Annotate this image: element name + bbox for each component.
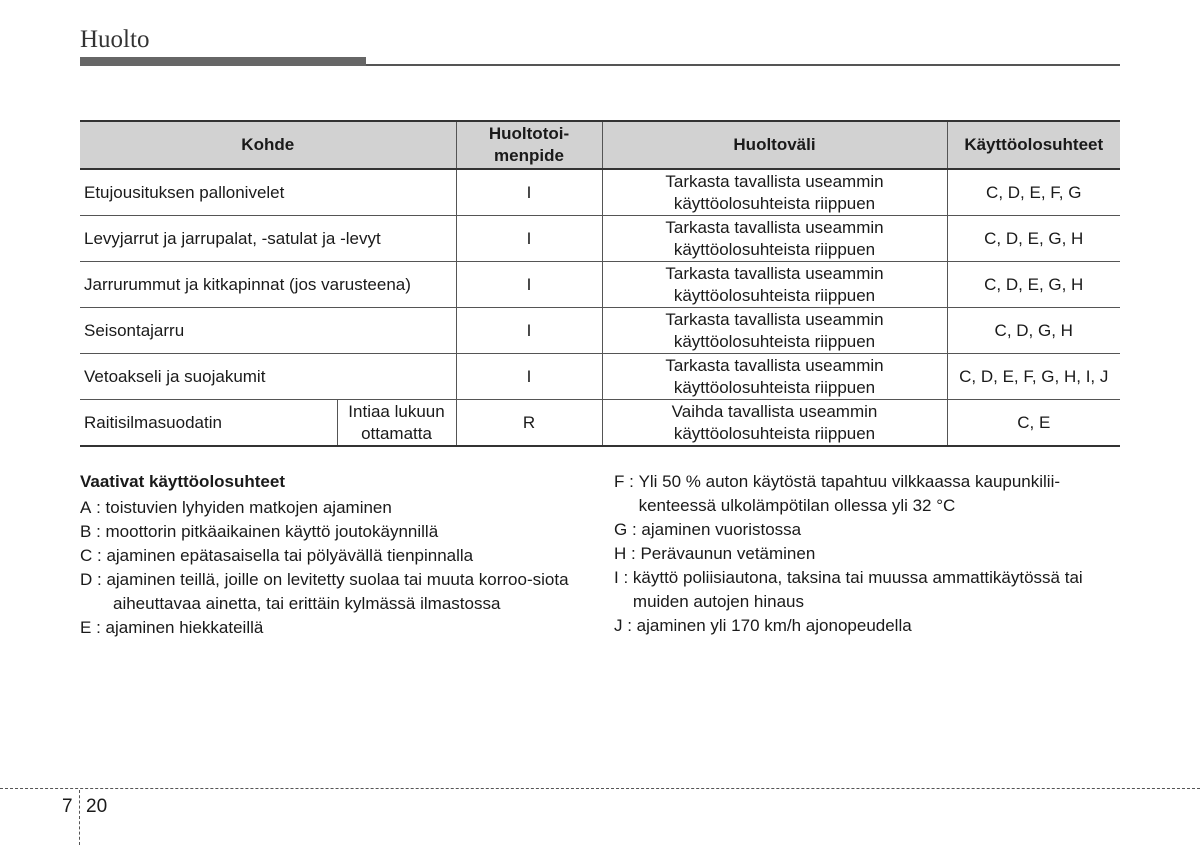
header-rule-thick [80, 57, 366, 66]
row-item: Jarrurummut ja kitkapinnat (jos varusteena) [80, 262, 456, 308]
row-action: I [456, 354, 602, 400]
legend-key: F [614, 472, 625, 491]
legend-key: B [80, 522, 92, 541]
page-number: 20 [86, 796, 108, 817]
legend-text: Perävaunun vetäminen [640, 544, 816, 563]
legend-entry: D : ajaminen teillä, joille on levitetty suolaa tai muuta korroo-siota [80, 568, 580, 592]
legend-text: moottorin pitkäaikainen käyttö joutokäynnillä [105, 522, 439, 541]
row-item: Levyjarrut ja jarrupalat, -satulat ja -levyt [80, 216, 456, 262]
row-action: R [456, 400, 602, 447]
table-row [80, 169, 1120, 216]
legend-key: C [80, 546, 93, 565]
legend-continuation: aiheuttavaa ainetta, tai erittäin kylmässä ilmastossa [113, 594, 501, 613]
row-item: Seisontajarru [80, 308, 456, 354]
row-conditions: C, E [947, 400, 1120, 447]
table-row [80, 262, 1120, 308]
table-row [80, 400, 1120, 447]
footer-vertical-divider [79, 790, 80, 845]
table-row [80, 216, 1120, 262]
row-item: Etujousituksen pallonivelet [80, 169, 456, 216]
row-conditions: C, D, G, H [947, 308, 1120, 354]
table-row [80, 354, 1120, 400]
section-title: Huolto [80, 26, 150, 53]
legend-text: toistuvien lyhyiden matkojen ajaminen [105, 498, 392, 517]
legend-entry: F : Yli 50 % auton käytöstä tapahtuu vilkkaassa kaupunkilii-kenteessä ulkolämpötilan ollessa yli 32 °C [614, 470, 1124, 518]
row-item: Vetoakseli ja suojakumit [80, 354, 456, 400]
legend-entry: E : ajaminen hiekkateillä [80, 616, 580, 640]
row-conditions: C, D, E, G, H [947, 262, 1120, 308]
legend-left-column [80, 470, 580, 640]
chapter-number: 7 [62, 796, 73, 817]
header-item: Kohde [80, 121, 456, 169]
legend-entry: C : ajaminen epätasaisella tai pölyävällä tienpinnalla [80, 544, 580, 568]
legend-key: H [614, 544, 627, 563]
row-action: I [456, 308, 602, 354]
legend-right-column [614, 470, 1124, 638]
legend-entry: I : käyttö poliisiautona, taksina tai muussa ammattikäytössä tai muiden autojen hinaus [614, 566, 1124, 614]
row-item: Raitisilmasuodatin [80, 400, 337, 447]
row-conditions: C, D, E, G, H [947, 216, 1120, 262]
maintenance-table [80, 120, 1120, 447]
legend-key: A [80, 498, 92, 517]
table-header-row [80, 121, 1120, 169]
legend-entry: H : Perävaunun vetäminen [614, 542, 1124, 566]
row-interval: Vaihda tavallista useammin käyttöolosuhteista riippuen [602, 400, 947, 447]
header-rule-thin [366, 64, 1120, 66]
legend-key: I [614, 568, 619, 587]
row-interval: Tarkasta tavallista useammin käyttöolosuhteista riippuen [602, 169, 947, 216]
row-action: I [456, 169, 602, 216]
row-interval: Tarkasta tavallista useammin käyttöolosuhteista riippuen [602, 216, 947, 262]
row-conditions: C, D, E, F, G, H, I, J [947, 354, 1120, 400]
legend-key: J [614, 616, 623, 635]
legend-text: ajaminen teillä, joille on levitetty suolaa tai muuta korroo-siota [106, 570, 569, 589]
legend-text: ajaminen hiekkateillä [105, 618, 264, 637]
row-interval: Tarkasta tavallista useammin käyttöolosuhteista riippuen [602, 354, 947, 400]
row-action: I [456, 262, 602, 308]
legend-key: G [614, 520, 628, 539]
header-action: Huoltotoi-menpide [456, 121, 602, 169]
legend-heading: Vaativat käyttöolosuhteet [80, 472, 286, 491]
header-conditions: Käyttöolosuhteet [947, 121, 1120, 169]
footer-divider [0, 788, 1200, 789]
legend-entry: B : moottorin pitkäaikainen käyttö joutokäynnillä [80, 520, 580, 544]
legend-text: ajaminen yli 170 km/h ajonopeudella [636, 616, 912, 635]
header-interval: Huoltoväli [602, 121, 947, 169]
row-interval: Tarkasta tavallista useammin käyttöolosuhteista riippuen [602, 308, 947, 354]
legend-text: ajaminen vuoristossa [641, 520, 802, 539]
legend-entry: A : toistuvien lyhyiden matkojen ajaminen [80, 496, 580, 520]
row-subitem: Intiaa lukuun ottamatta [337, 400, 456, 447]
row-interval: Tarkasta tavallista useammin käyttöolosuhteista riippuen [602, 262, 947, 308]
legend-text: käyttö poliisiautona, taksina tai muussa ammattikäytössä tai muiden autojen hinaus [632, 568, 1083, 611]
legend-text: ajaminen epätasaisella tai pölyävällä tienpinnalla [106, 546, 474, 565]
legend-key: E [80, 618, 92, 637]
legend-entry: J : ajaminen yli 170 km/h ajonopeudella [614, 614, 1124, 638]
table-row [80, 308, 1120, 354]
legend-text: Yli 50 % auton käytöstä tapahtuu vilkkaassa kaupunkilii-kenteessä ulkolämpötilan ollessa yli 32 °C [638, 472, 1061, 515]
legend-key: D [80, 570, 93, 589]
row-conditions: C, D, E, F, G [947, 169, 1120, 216]
legend-entry: G : ajaminen vuoristossa [614, 518, 1124, 542]
row-action: I [456, 216, 602, 262]
